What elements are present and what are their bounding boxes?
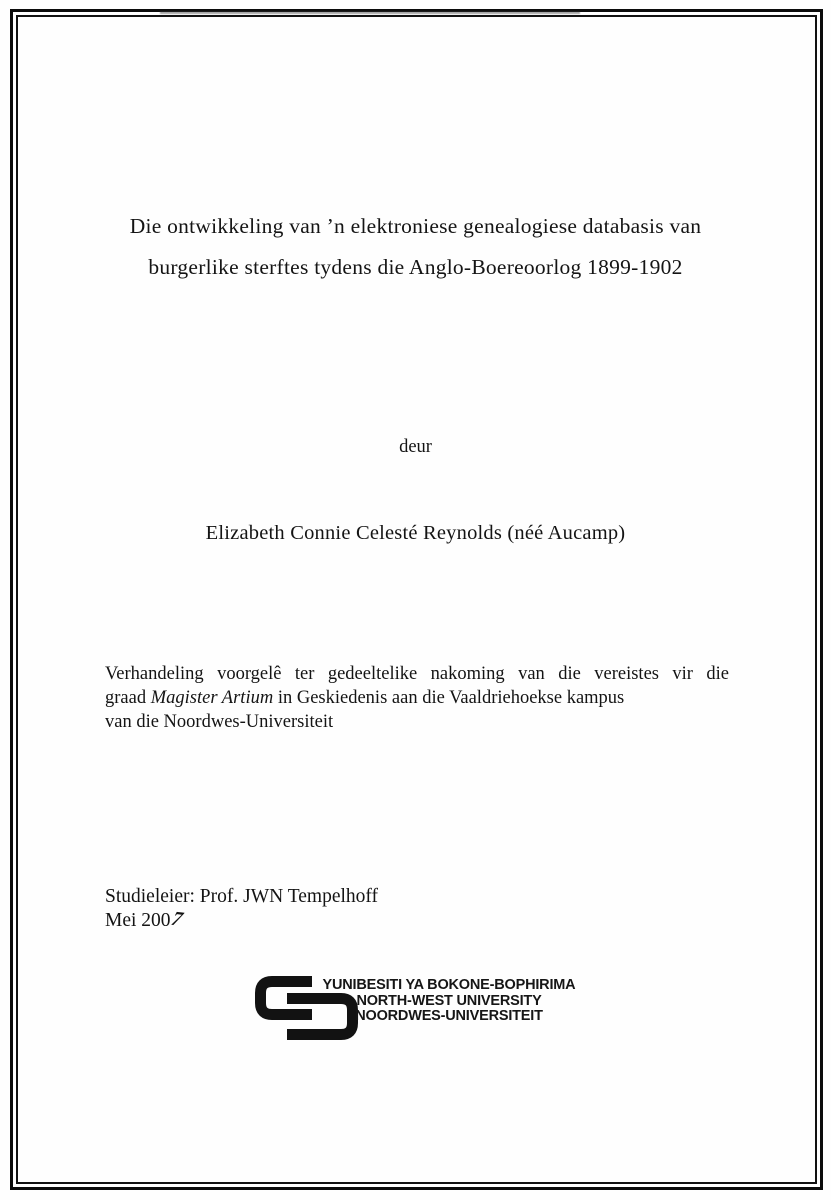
title-line-1: Die ontwikkeling van ’n elektroniese genealogiese databasis van — [129, 214, 702, 238]
statement-line-2-pre: graad — [105, 688, 151, 708]
university-logo — [253, 966, 593, 1056]
statement-line-3: van die Noordwes-Universiteit — [105, 712, 334, 732]
date-line — [105, 908, 187, 932]
degree-name-italic: Magister Artium — [150, 688, 274, 708]
submission-statement — [105, 662, 729, 734]
logo-line-afrikaans: NOORDWES-UNIVERSITEIT — [355, 1008, 543, 1025]
title-line-2: burgerlike sterftes tydens die Anglo-Boereoorlog 1899-1902 — [148, 255, 683, 279]
statement-line-1: Verhandeling voorgelê ter gedeeltelike nakoming van die vereistes vir die — [105, 664, 729, 684]
date-prefix: Mei 200 — [105, 910, 171, 931]
logo-line-english: NORTH-WEST UNIVERSITY — [356, 992, 542, 1009]
logo-line-setswana: YUNIBESITI YA BOKONE-BOPHIRIMA — [322, 977, 576, 993]
author-name: Elizabeth Connie Celesté Reynolds (néé Aucamp) — [205, 522, 626, 544]
byline-deur: deur — [399, 437, 432, 457]
date-last-digit: 7 — [166, 908, 187, 931]
supervisor-line: Studieleier: Prof. JWN Tempelhoff — [105, 886, 379, 907]
logo-wordmark — [316, 978, 582, 1025]
statement-line-2-post: in Geskiedenis aan die Vaaldriehoekse kampus — [273, 688, 625, 708]
scan-artifact — [160, 11, 580, 14]
thesis-title — [40, 206, 791, 288]
statement-line-2 — [105, 686, 729, 710]
